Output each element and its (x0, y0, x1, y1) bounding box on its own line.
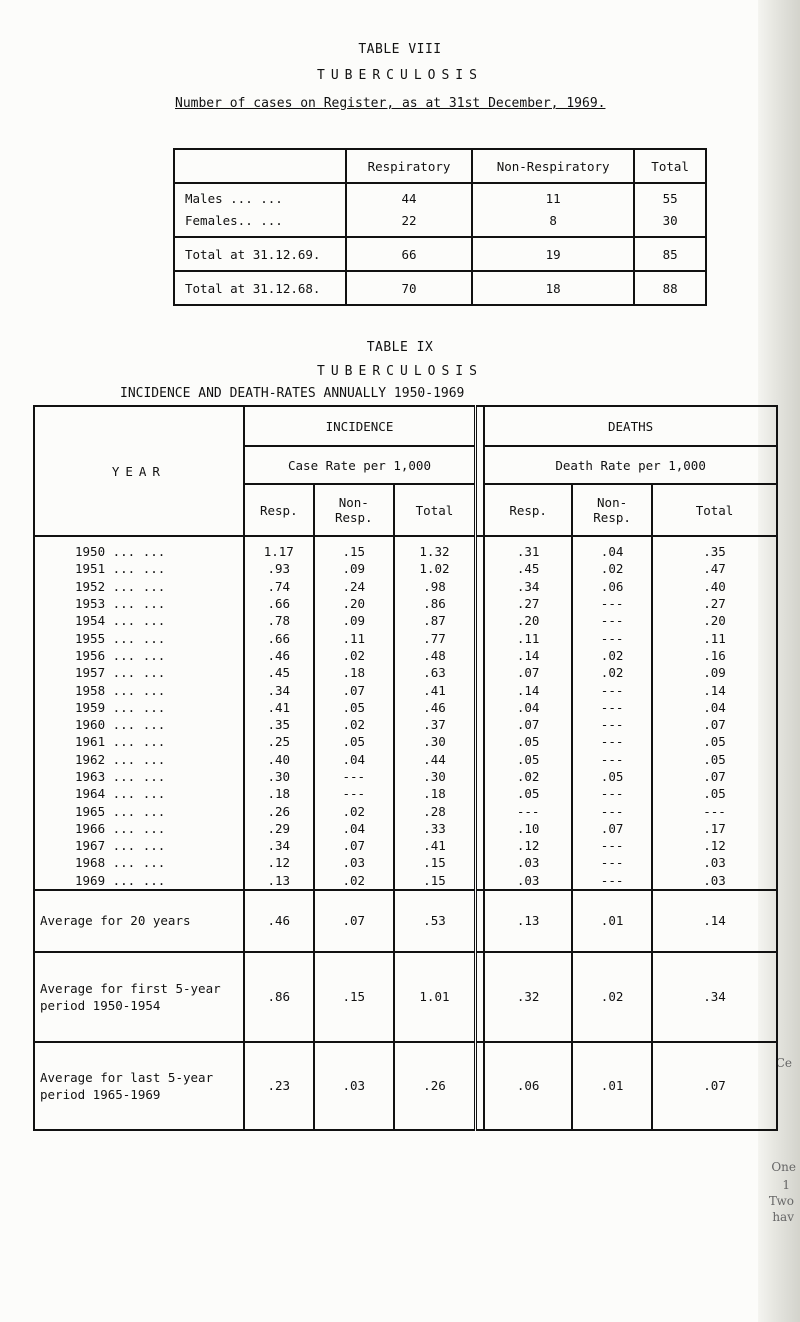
rate-cell: .02 (314, 802, 394, 819)
average-label: Average for 20 years (34, 890, 244, 952)
rate-cell: .04 (484, 699, 572, 716)
table8-cell: 8 (549, 213, 557, 228)
table8-heading: TABLE VIII (358, 42, 442, 57)
column-divider (476, 837, 484, 854)
column-divider (476, 872, 484, 890)
rate-cell: 1.32 (394, 536, 476, 560)
rate-cell: --- (652, 802, 777, 819)
rate-cell: .05 (652, 751, 777, 768)
rate-cell: .63 (394, 664, 476, 681)
rate-cell: .07 (652, 716, 777, 733)
rate-cell: .35 (244, 716, 314, 733)
rate-cell: .34 (484, 578, 572, 595)
rate-cell: .66 (244, 595, 314, 612)
deaths-header: DEATHS (484, 406, 777, 446)
table-row (34, 536, 777, 560)
average-label: Average for last 5-year period 1965-1969 (34, 1042, 244, 1130)
table8-col-header: Total (634, 149, 706, 183)
table8-cell: 55 (662, 191, 678, 206)
table-row (34, 820, 777, 837)
year-cell: 1952 ... ... (34, 578, 244, 595)
year-cell: 1959 ... ... (34, 699, 244, 716)
column-divider (476, 785, 484, 802)
table8-cell: 88 (634, 271, 706, 305)
rate-cell: .26 (244, 802, 314, 819)
rate-cell: 1.17 (244, 536, 314, 560)
average-label: Average for first 5-year period 1950-1954 (34, 952, 244, 1042)
table8-cell: 22 (401, 213, 417, 228)
rate-cell: .45 (484, 560, 572, 577)
rate-cell: .24 (314, 578, 394, 595)
rate-cell: .05 (572, 768, 652, 785)
table8-cell-group (472, 183, 634, 237)
average-cell: .23 (244, 1042, 314, 1130)
average-cell: .86 (244, 952, 314, 1042)
rate-cell: .12 (244, 854, 314, 871)
rate-cell: .02 (572, 560, 652, 577)
column-divider (476, 716, 484, 733)
table-row (34, 768, 777, 785)
table8-cell-group (346, 183, 472, 237)
column-divider (476, 560, 484, 577)
rate-cell: .06 (572, 578, 652, 595)
rate-cell: .33 (394, 820, 476, 837)
average-row (34, 890, 777, 952)
rate-cell: .25 (244, 733, 314, 750)
table8-subtitle: Number of cases on Register, as at 31st December, 1969. (175, 96, 606, 111)
rate-cell: .02 (314, 872, 394, 890)
table-row (34, 699, 777, 716)
rate-cell: .05 (652, 785, 777, 802)
rate-cell: .04 (572, 536, 652, 560)
column-divider (476, 681, 484, 698)
rate-cell: .20 (314, 595, 394, 612)
rate-cell: --- (572, 629, 652, 646)
average-cell: .14 (652, 890, 777, 952)
rate-cell: .87 (394, 612, 476, 629)
column-divider (476, 699, 484, 716)
column-divider (476, 647, 484, 664)
table-row (34, 612, 777, 629)
rate-cell: .18 (244, 785, 314, 802)
table9-body (34, 536, 777, 890)
rate-cell: .05 (484, 785, 572, 802)
rate-cell: .02 (314, 647, 394, 664)
rate-cell: .98 (394, 578, 476, 595)
table8-cell: 85 (634, 237, 706, 271)
rate-cell: .14 (652, 681, 777, 698)
sub-header-resp: Resp. (484, 484, 572, 536)
column-divider (476, 595, 484, 612)
year-cell: 1957 ... ... (34, 664, 244, 681)
column-divider (476, 536, 484, 560)
average-cell: .03 (314, 1042, 394, 1130)
table8-col-header: Respiratory (346, 149, 472, 183)
rate-cell: .78 (244, 612, 314, 629)
rate-cell: .04 (652, 699, 777, 716)
rate-cell: .47 (652, 560, 777, 577)
table9-title: TUBERCULOSIS (317, 364, 483, 379)
rate-cell: .41 (394, 681, 476, 698)
rate-cell: .09 (314, 560, 394, 577)
rate-cell: --- (572, 595, 652, 612)
table-row (34, 854, 777, 871)
rate-cell: .05 (314, 733, 394, 750)
average-cell: .07 (314, 890, 394, 952)
table8-col-header: Non-Respiratory (472, 149, 634, 183)
rate-cell: .15 (394, 872, 476, 890)
year-cell: 1969 ... ... (34, 872, 244, 890)
table-row (34, 802, 777, 819)
death-rate-header: Death Rate per 1,000 (484, 446, 777, 484)
rate-cell: .03 (484, 872, 572, 890)
table8-row-label: Total at 31.12.68. (174, 271, 346, 305)
rate-cell: .13 (244, 872, 314, 890)
average-cell: .07 (652, 1042, 777, 1130)
rate-cell: .37 (394, 716, 476, 733)
rate-cell: .11 (484, 629, 572, 646)
table8-row-label: Males ... ... (185, 191, 283, 206)
table8-row-labels (174, 183, 346, 237)
sub-header-total: Total (652, 484, 777, 536)
rate-cell: .04 (314, 751, 394, 768)
column-divider (476, 854, 484, 871)
year-cell: 1966 ... ... (34, 820, 244, 837)
year-cell: 1960 ... ... (34, 716, 244, 733)
rate-cell: .11 (652, 629, 777, 646)
rate-cell: .07 (314, 837, 394, 854)
rate-cell: .35 (652, 536, 777, 560)
rate-cell: --- (572, 733, 652, 750)
year-cell: 1956 ... ... (34, 647, 244, 664)
rate-cell: --- (314, 768, 394, 785)
rate-cell: --- (572, 699, 652, 716)
rate-cell: .86 (394, 595, 476, 612)
average-cell: .01 (572, 890, 652, 952)
average-cell: .53 (394, 890, 476, 952)
rate-cell: .46 (394, 699, 476, 716)
rate-cell: .41 (394, 837, 476, 854)
rate-cell: .93 (244, 560, 314, 577)
rate-cell: .15 (314, 536, 394, 560)
table8-cell: 18 (472, 271, 634, 305)
rate-cell: .02 (314, 716, 394, 733)
table-row (34, 647, 777, 664)
rate-cell: .07 (572, 820, 652, 837)
table-row (34, 595, 777, 612)
rate-cell: .05 (314, 699, 394, 716)
year-cell: 1968 ... ... (34, 854, 244, 871)
rate-cell: .12 (484, 837, 572, 854)
rate-cell: .03 (652, 872, 777, 890)
rate-cell: .07 (314, 681, 394, 698)
rate-cell: --- (572, 612, 652, 629)
column-divider (476, 802, 484, 819)
rate-cell: --- (572, 785, 652, 802)
rate-cell: .16 (652, 647, 777, 664)
average-cell: .02 (572, 952, 652, 1042)
table8-cell: 30 (662, 213, 678, 228)
column-divider (476, 406, 484, 536)
rate-cell: .66 (244, 629, 314, 646)
column-divider (476, 733, 484, 750)
column-divider (476, 629, 484, 646)
rate-cell: .45 (244, 664, 314, 681)
rate-cell: --- (572, 716, 652, 733)
rate-cell: .04 (314, 820, 394, 837)
table8-corner (174, 149, 346, 183)
table-row (34, 785, 777, 802)
incidence-header: INCIDENCE (244, 406, 476, 446)
rate-cell: .02 (572, 664, 652, 681)
rate-cell: --- (572, 751, 652, 768)
table8-cell: 66 (346, 237, 472, 271)
table8-row-label: Females.. ... (185, 213, 283, 228)
column-divider (476, 890, 484, 952)
table-row (34, 560, 777, 577)
column-divider (476, 578, 484, 595)
rate-cell: .27 (484, 595, 572, 612)
column-divider (476, 612, 484, 629)
year-cell: 1950 ... ... (34, 536, 244, 560)
rate-cell: --- (572, 802, 652, 819)
average-cell: .46 (244, 890, 314, 952)
average-cell: .32 (484, 952, 572, 1042)
rate-cell: .09 (652, 664, 777, 681)
rate-cell: .48 (394, 647, 476, 664)
rate-cell: .10 (484, 820, 572, 837)
year-cell: 1961 ... ... (34, 733, 244, 750)
year-cell: 1963 ... ... (34, 768, 244, 785)
rate-cell: .41 (244, 699, 314, 716)
edge-text: Two (768, 1194, 794, 1208)
year-cell: 1965 ... ... (34, 802, 244, 819)
rate-cell: --- (572, 837, 652, 854)
rate-cell: 1.02 (394, 560, 476, 577)
table9-subtitle: INCIDENCE AND DEATH-RATES ANNUALLY 1950-1969 (120, 386, 465, 401)
rate-cell: .02 (484, 768, 572, 785)
rate-cell: .30 (244, 768, 314, 785)
year-cell: 1967 ... ... (34, 837, 244, 854)
rate-cell: .18 (314, 664, 394, 681)
year-cell: 1958 ... ... (34, 681, 244, 698)
rate-cell: .05 (484, 733, 572, 750)
rate-cell: .03 (314, 854, 394, 871)
table8-cell-group (634, 183, 706, 237)
rate-cell: --- (572, 854, 652, 871)
edge-text: Ce (775, 1056, 792, 1070)
rate-cell: .12 (652, 837, 777, 854)
table-row (34, 837, 777, 854)
column-divider (476, 664, 484, 681)
rate-cell: .18 (394, 785, 476, 802)
rate-cell: .02 (572, 647, 652, 664)
table8-cell: 11 (545, 191, 561, 206)
rate-cell: .05 (484, 751, 572, 768)
column-divider (476, 1042, 484, 1130)
average-cell: .06 (484, 1042, 572, 1130)
year-cell: 1962 ... ... (34, 751, 244, 768)
edge-text: 1 (782, 1178, 790, 1192)
rate-cell: .07 (484, 664, 572, 681)
column-divider (476, 820, 484, 837)
table9-heading: TABLE IX (366, 340, 434, 355)
table-row (34, 751, 777, 768)
average-cell: .15 (314, 952, 394, 1042)
rate-cell: --- (572, 872, 652, 890)
rate-cell: .14 (484, 647, 572, 664)
rate-cell: .40 (652, 578, 777, 595)
average-cell: 1.01 (394, 952, 476, 1042)
rate-cell: .40 (244, 751, 314, 768)
table-row (34, 578, 777, 595)
rate-cell: .03 (484, 854, 572, 871)
rate-cell: .03 (652, 854, 777, 871)
column-divider (476, 952, 484, 1042)
rate-cell: .74 (244, 578, 314, 595)
case-rate-header: Case Rate per 1,000 (244, 446, 476, 484)
rate-cell: .05 (652, 733, 777, 750)
rate-cell: --- (572, 681, 652, 698)
rate-cell: .09 (314, 612, 394, 629)
table8 (173, 148, 707, 306)
sub-header-total: Total (394, 484, 476, 536)
table9-averages (34, 890, 777, 1130)
average-row (34, 952, 777, 1042)
table-row (34, 629, 777, 646)
rate-cell: .14 (484, 681, 572, 698)
rate-cell: .20 (652, 612, 777, 629)
year-cell: 1951 ... ... (34, 560, 244, 577)
rate-cell: .31 (484, 536, 572, 560)
table-row (34, 716, 777, 733)
table-row (34, 664, 777, 681)
table8-cell: 70 (346, 271, 472, 305)
table-row (34, 733, 777, 750)
year-cell: 1964 ... ... (34, 785, 244, 802)
average-row (34, 1042, 777, 1130)
average-cell: .26 (394, 1042, 476, 1130)
year-cell: 1953 ... ... (34, 595, 244, 612)
table9 (33, 405, 778, 1131)
rate-cell: .29 (244, 820, 314, 837)
rate-cell: .44 (394, 751, 476, 768)
rate-cell: .07 (652, 768, 777, 785)
rate-cell: .46 (244, 647, 314, 664)
rate-cell: .17 (652, 820, 777, 837)
sub-header-resp: Resp. (244, 484, 314, 536)
sub-header-nonresp: Non- Resp. (572, 484, 652, 536)
table8-cell: 19 (472, 237, 634, 271)
column-divider (476, 768, 484, 785)
rate-cell: .77 (394, 629, 476, 646)
rate-cell: .27 (652, 595, 777, 612)
rate-cell: --- (484, 802, 572, 819)
rate-cell: .20 (484, 612, 572, 629)
table-row (34, 681, 777, 698)
rate-cell: --- (314, 785, 394, 802)
rate-cell: .28 (394, 802, 476, 819)
year-cell: 1955 ... ... (34, 629, 244, 646)
year-header: YEAR (34, 406, 244, 536)
rate-cell: .11 (314, 629, 394, 646)
year-cell: 1954 ... ... (34, 612, 244, 629)
table-row (34, 872, 777, 890)
sub-header-nonresp: Non- Resp. (314, 484, 394, 536)
rate-cell: .07 (484, 716, 572, 733)
table8-row-label: Total at 31.12.69. (174, 237, 346, 271)
average-cell: .01 (572, 1042, 652, 1130)
rate-cell: .30 (394, 768, 476, 785)
rate-cell: .15 (394, 854, 476, 871)
edge-text: One (771, 1160, 796, 1174)
table8-title: TUBERCULOSIS (317, 68, 483, 83)
average-cell: .13 (484, 890, 572, 952)
rate-cell: .34 (244, 837, 314, 854)
average-cell: .34 (652, 952, 777, 1042)
column-divider (476, 751, 484, 768)
rate-cell: .30 (394, 733, 476, 750)
edge-text: hav (772, 1210, 794, 1224)
table8-cell: 44 (401, 191, 417, 206)
rate-cell: .34 (244, 681, 314, 698)
